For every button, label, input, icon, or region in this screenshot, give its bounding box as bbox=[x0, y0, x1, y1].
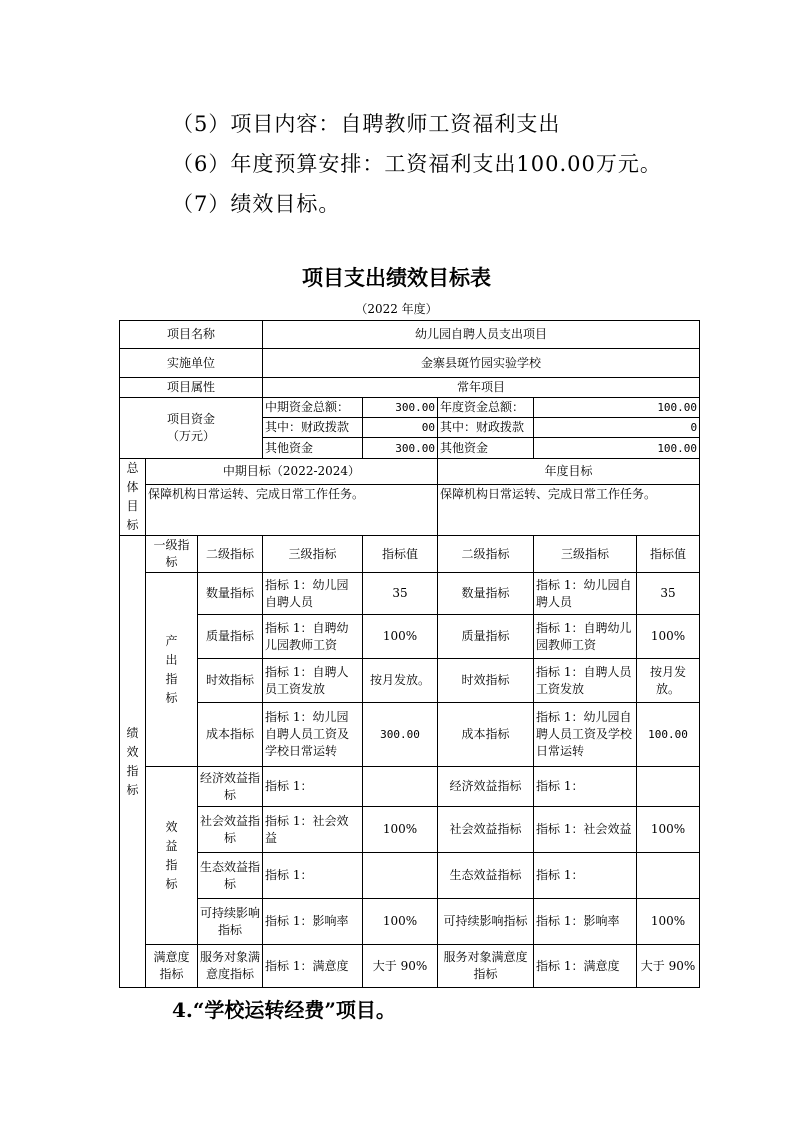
level2-cell: 经济效益指标 bbox=[198, 767, 263, 807]
project-funds-label bbox=[120, 398, 263, 459]
row-project-name bbox=[120, 321, 700, 349]
annual-level2-cell: 生态效益指标 bbox=[438, 853, 534, 899]
level2-cell: 成本指标 bbox=[198, 703, 263, 767]
vchar: 产 bbox=[165, 633, 178, 648]
year-total-label: 年度资金总额： bbox=[438, 398, 534, 418]
annual-value-cell: 100% bbox=[637, 615, 700, 659]
vchar: 指 bbox=[165, 671, 178, 686]
row-indicator-header bbox=[120, 536, 700, 573]
row-project-attribute bbox=[120, 378, 700, 398]
annual-level2-cell: 质量指标 bbox=[438, 615, 534, 659]
mid-fiscal-value: 00 bbox=[363, 418, 438, 438]
level2-cell: 质量指标 bbox=[198, 615, 263, 659]
level3-cell: 指标 1：影响率 bbox=[263, 899, 363, 945]
mid-fiscal-label: 其中：财政拨款 bbox=[263, 418, 363, 438]
value-cell: 大于 90% bbox=[363, 945, 438, 988]
mid-other-label: 其他资金 bbox=[263, 438, 363, 459]
header-level3: 三级指标 bbox=[263, 536, 363, 573]
output-indicators-label bbox=[146, 573, 198, 767]
year-total-value: 100.00 bbox=[534, 398, 700, 418]
paragraph-annual-budget: （6）年度预算安排：工资福利支出100.00万元。 bbox=[172, 152, 662, 176]
value-cell: 按月发放。 bbox=[363, 659, 438, 703]
vchar: 目 bbox=[126, 499, 139, 513]
annual-level3-cell: 指标 1： bbox=[534, 767, 637, 807]
mid-total-value: 300.00 bbox=[363, 398, 438, 418]
header-level1: 一级指标 bbox=[146, 536, 198, 573]
table-row bbox=[120, 703, 700, 767]
header-value: 指标值 bbox=[363, 536, 438, 573]
paragraph-performance-goal: （7）绩效目标。 bbox=[172, 192, 341, 216]
year-other-label: 其他资金 bbox=[438, 438, 534, 459]
level3-cell: 指标 1：满意度 bbox=[263, 945, 363, 988]
performance-target-table bbox=[119, 320, 700, 988]
value-cell: 100% bbox=[363, 615, 438, 659]
mid-other-value: 300.00 bbox=[363, 438, 438, 459]
table-row bbox=[120, 899, 700, 945]
level3-cell: 指标 1：幼儿园自聘人员 bbox=[263, 573, 363, 615]
table-row bbox=[120, 615, 700, 659]
annual-level2-cell: 时效指标 bbox=[438, 659, 534, 703]
row-implementing-unit bbox=[120, 349, 700, 378]
project-name-value: 幼儿园自聘人员支出项目 bbox=[263, 321, 700, 349]
level3-cell: 指标 1： bbox=[263, 767, 363, 807]
table-row bbox=[120, 945, 700, 988]
level2-cell: 社会效益指标 bbox=[198, 807, 263, 853]
annual-value-cell bbox=[637, 853, 700, 899]
annual-goal-text: 保障机构日常运转、完成日常工作任务。 bbox=[438, 484, 700, 535]
mid-term-goal-header: 中期目标（2022-2024） bbox=[146, 459, 438, 485]
implementing-unit-value: 金寨县斑竹园实验学校 bbox=[263, 349, 700, 378]
level3-cell: 指标 1：社会效益 bbox=[263, 807, 363, 853]
mid-term-goal-text: 保障机构日常运转、完成日常工作任务。 bbox=[146, 484, 438, 535]
vchar: 总 bbox=[126, 461, 139, 475]
level2-cell: 生态效益指标 bbox=[198, 853, 263, 899]
paragraph-project-content: （5）项目内容：自聘教师工资福利支出 bbox=[172, 112, 561, 136]
annual-level3-cell: 指标 1：自聘幼儿园教师工资 bbox=[534, 615, 637, 659]
table-row bbox=[120, 767, 700, 807]
value-cell: 100% bbox=[363, 899, 438, 945]
annual-level2-cell: 社会效益指标 bbox=[438, 807, 534, 853]
header-annual-value: 指标值 bbox=[637, 536, 700, 573]
value-cell: 100% bbox=[363, 807, 438, 853]
level3-cell: 指标 1：自聘人员工资发放 bbox=[263, 659, 363, 703]
level2-cell: 数量指标 bbox=[198, 573, 263, 615]
annual-level3-cell: 指标 1：幼儿园自聘人员工资及学校日常运转 bbox=[534, 703, 637, 767]
table-row bbox=[120, 573, 700, 615]
value-cell bbox=[363, 853, 438, 899]
annual-goal-header: 年度目标 bbox=[438, 459, 700, 485]
annual-value-cell: 35 bbox=[637, 573, 700, 615]
annual-level3-cell: 指标 1：自聘人员工资发放 bbox=[534, 659, 637, 703]
row-goals-header bbox=[120, 459, 700, 485]
vchar: 指 bbox=[126, 763, 139, 778]
table-subtitle: （2022 年度） bbox=[355, 302, 438, 316]
vchar: 益 bbox=[165, 838, 178, 853]
annual-level3-cell: 指标 1：影响率 bbox=[534, 899, 637, 945]
value-cell: 35 bbox=[363, 573, 438, 615]
project-attribute-label: 项目属性 bbox=[120, 378, 263, 398]
performance-indicators-label bbox=[120, 536, 146, 988]
annual-level2-cell: 服务对象满意度指标 bbox=[438, 945, 534, 988]
annual-level3-cell: 指标 1：满意度 bbox=[534, 945, 637, 988]
vchar: 标 bbox=[126, 782, 139, 797]
header-level2: 二级指标 bbox=[198, 536, 263, 573]
project-name-label: 项目名称 bbox=[120, 321, 263, 349]
annual-value-cell bbox=[637, 767, 700, 807]
annual-level2-cell: 成本指标 bbox=[438, 703, 534, 767]
table-row bbox=[120, 853, 700, 899]
table-row bbox=[120, 807, 700, 853]
level3-cell: 指标 1：幼儿园自聘人员工资及学校日常运转 bbox=[263, 703, 363, 767]
implementing-unit-label: 实施单位 bbox=[120, 349, 263, 378]
project-funds-label-line2: （万元） bbox=[166, 429, 215, 443]
table-row bbox=[120, 659, 700, 703]
vchar: 效 bbox=[126, 744, 139, 759]
section-heading-school-operation: 4.“学校运转经费”项目。 bbox=[172, 998, 396, 1022]
annual-value-cell: 100% bbox=[637, 899, 700, 945]
vchar: 标 bbox=[165, 690, 178, 705]
level3-cell: 指标 1： bbox=[263, 853, 363, 899]
header-annual-level2: 二级指标 bbox=[438, 536, 534, 573]
project-funds-label-line1: 项目资金 bbox=[166, 412, 215, 426]
row-goals-text bbox=[120, 484, 700, 535]
annual-value-cell: 按月发放。 bbox=[637, 659, 700, 703]
annual-level2-cell: 经济效益指标 bbox=[438, 767, 534, 807]
annual-level3-cell: 指标 1： bbox=[534, 853, 637, 899]
annual-value-cell: 大于 90% bbox=[637, 945, 700, 988]
satisfaction-indicators-label: 满意度指标 bbox=[146, 945, 198, 988]
header-annual-level3: 三级指标 bbox=[534, 536, 637, 573]
vchar: 绩 bbox=[126, 725, 139, 740]
overall-goals-label bbox=[120, 459, 146, 536]
annual-level3-cell: 指标 1：社会效益 bbox=[534, 807, 637, 853]
vchar: 体 bbox=[126, 480, 139, 494]
level2-cell: 服务对象满意度指标 bbox=[198, 945, 263, 988]
level2-cell: 时效指标 bbox=[198, 659, 263, 703]
vchar: 指 bbox=[165, 857, 178, 872]
vchar: 标 bbox=[126, 518, 139, 532]
year-fiscal-value: 0 bbox=[534, 418, 700, 438]
level2-cell: 可持续影响指标 bbox=[198, 899, 263, 945]
vchar: 出 bbox=[165, 652, 178, 667]
vchar: 标 bbox=[165, 876, 178, 891]
annual-level2-cell: 数量指标 bbox=[438, 573, 534, 615]
annual-level3-cell: 指标 1：幼儿园自聘人员 bbox=[534, 573, 637, 615]
annual-value-cell: 100.00 bbox=[637, 703, 700, 767]
value-cell: 300.00 bbox=[363, 703, 438, 767]
year-other-value: 100.00 bbox=[534, 438, 700, 459]
annual-value-cell: 100% bbox=[637, 807, 700, 853]
benefit-indicators-label bbox=[146, 767, 198, 945]
row-funds-total bbox=[120, 398, 700, 418]
vchar: 效 bbox=[165, 819, 178, 834]
value-cell bbox=[363, 767, 438, 807]
project-attribute-value: 常年项目 bbox=[263, 378, 700, 398]
annual-level2-cell: 可持续影响指标 bbox=[438, 899, 534, 945]
table-title: 项目支出绩效目标表 bbox=[302, 266, 491, 290]
level3-cell: 指标 1：自聘幼儿园教师工资 bbox=[263, 615, 363, 659]
mid-total-label: 中期资金总额： bbox=[263, 398, 363, 418]
year-fiscal-label: 其中：财政拨款 bbox=[438, 418, 534, 438]
